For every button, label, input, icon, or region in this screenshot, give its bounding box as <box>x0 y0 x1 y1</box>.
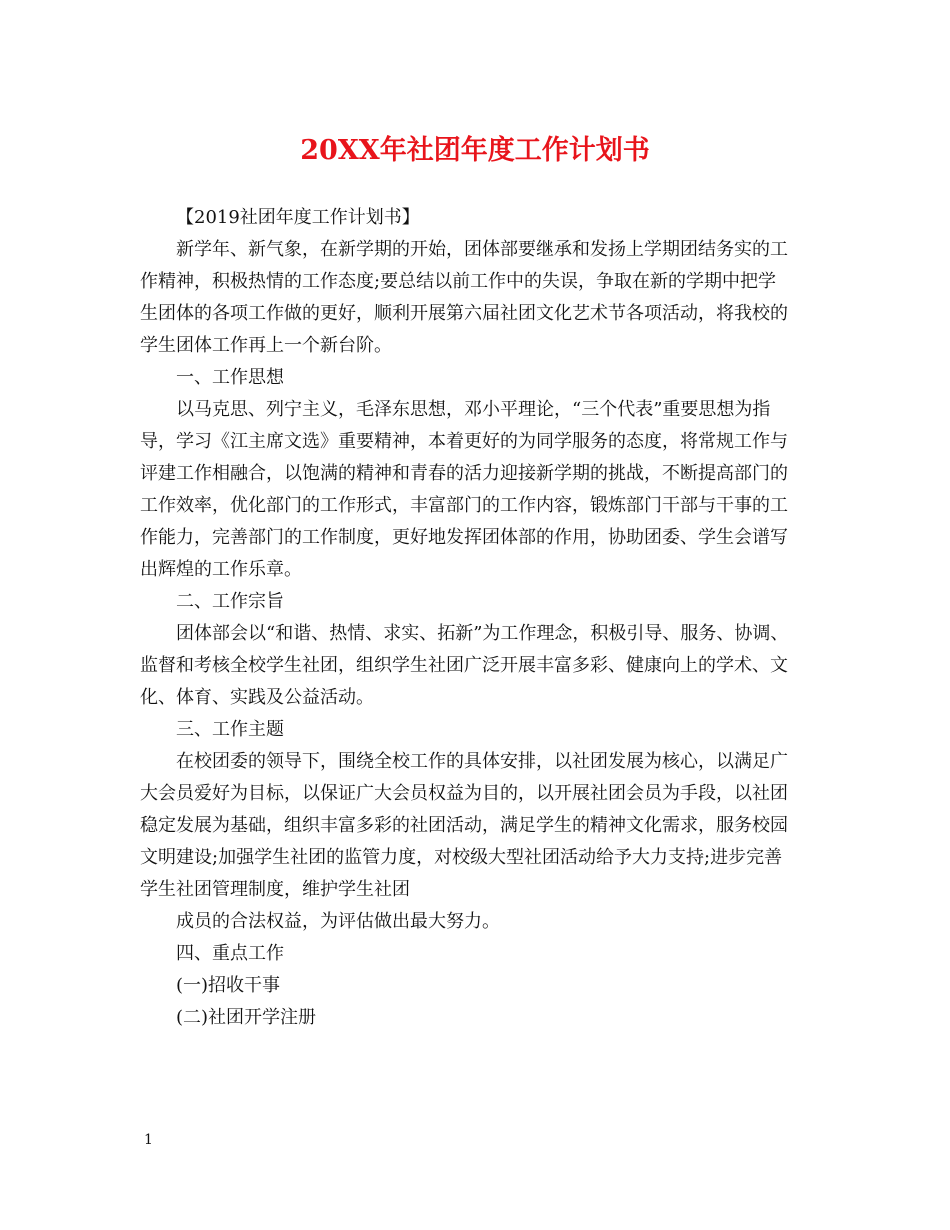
paragraph-line: 工作效率，优化部门的工作形式，丰富部门的工作内容，锻炼部门干部与干事的工 <box>140 495 788 516</box>
document-body <box>140 202 824 1034</box>
paragraph-line: 评建工作相融合，以饱满的精神和青春的活力迎接新学期的挑战，不断提高部门的 <box>140 463 788 484</box>
paragraph-line: 新学年、新气象，在新学期的开始，团体部要继承和发扬上学期团结务实的工 <box>176 239 788 260</box>
section-heading: 二、工作宗旨 <box>176 591 284 612</box>
paragraph-line: 生团体的各项工作做的更好，顺利开展第六届社团文化艺术节各项活动，将我校的 <box>140 303 788 324</box>
document-title: 20XX年社团年度工作计划书 <box>300 135 650 166</box>
paragraph-line: 成员的合法权益，为评估做出最大努力。 <box>176 911 500 932</box>
paragraph-line: 导，学习《江主席文选》重要精神，本着更好的为同学服务的态度，将常规工作与 <box>140 431 788 452</box>
paragraph-line: 稳定发展为基础，组织丰富多彩的社团活动，满足学生的精神文化需求，服务校园 <box>140 815 788 836</box>
paragraph-line: 学生团体工作再上一个新台阶。 <box>140 335 392 356</box>
paragraph-line: 【2019社团年度工作计划书】 <box>176 207 420 228</box>
section-heading: 四、重点工作 <box>176 943 284 964</box>
list-item: (一)招收干事 <box>176 975 281 996</box>
paragraph-line: 在校团委的领导下，围绕全校工作的具体安排，以社团发展为核心，以满足广 <box>176 751 788 772</box>
section-heading: 三、工作主题 <box>176 719 284 740</box>
page-number: 1 <box>144 1132 153 1148</box>
paragraph-line: 监督和考核全校学生社团，组织学生社团广泛开展丰富多彩、健康向上的学术、文 <box>140 655 788 676</box>
paragraph-line: 团体部会以“和谐、热情、求实、拓新”为工作理念，积极引导、服务、协调、 <box>176 623 789 644</box>
paragraph-line: 作精神，积极热情的工作态度;要总结以前工作中的失误，争取在新的学期中把学 <box>140 271 777 292</box>
section-heading: 一、工作思想 <box>176 367 284 388</box>
paragraph-line: 出辉煌的工作乐章。 <box>140 559 302 580</box>
paragraph-line: 化、体育、实践及公益活动。 <box>140 687 374 708</box>
paragraph-line: 学生社团管理制度，维护学生社团 <box>140 879 410 900</box>
paragraph-line: 作能力，完善部门的工作制度，更好地发挥团体部的作用，协助团委、学生会谱写 <box>140 527 788 548</box>
paragraph-line: 大会员爱好为目标，以保证广大会员权益为目的，以开展社团会员为手段，以社团 <box>140 783 788 804</box>
paragraph-line: 文明建设;加强学生社团的监管力度，对校级大型社团活动给予大力支持;进步完善 <box>140 847 783 868</box>
list-item: (二)社团开学注册 <box>176 1007 317 1028</box>
paragraph-line: 以马克思、列宁主义，毛泽东思想，邓小平理论，“三个代表”重要思想为指 <box>176 399 771 420</box>
